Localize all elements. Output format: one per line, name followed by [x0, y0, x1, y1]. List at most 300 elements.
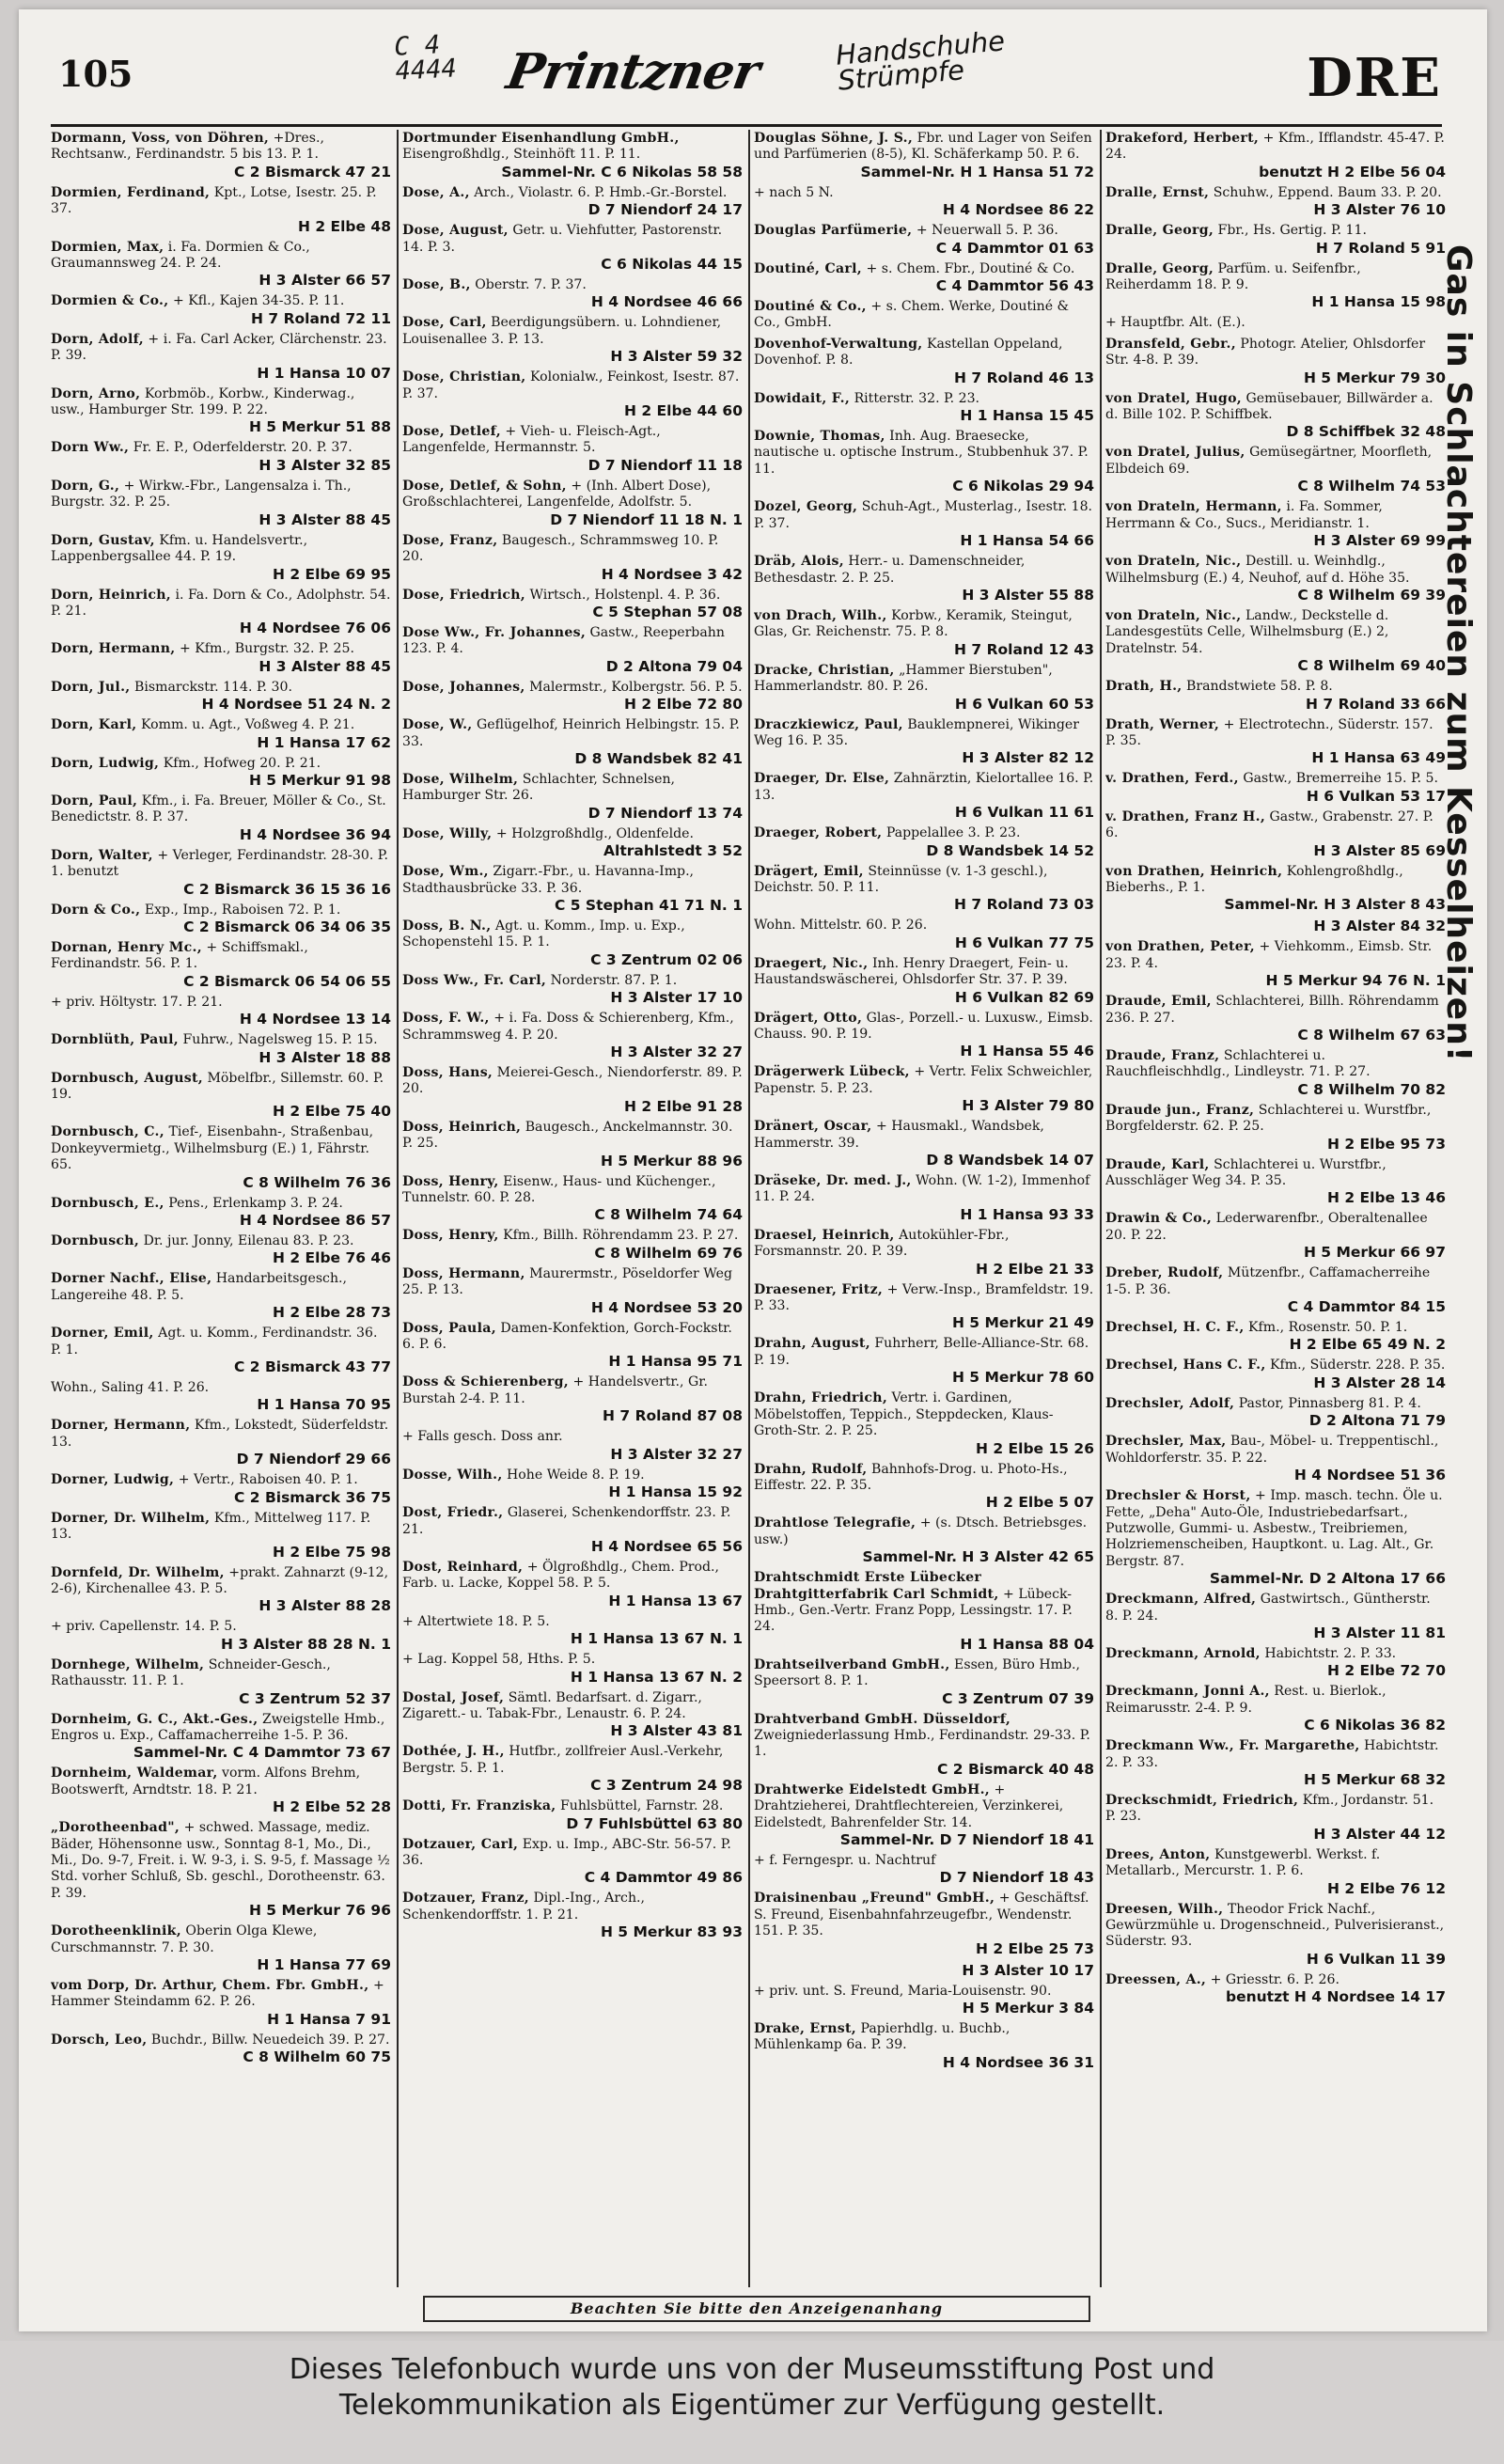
entry-phone: H 3 Alster 66 57: [258, 272, 391, 290]
directory-entry: [754, 1461, 1094, 1515]
entry-name: Dose, A.,: [402, 184, 470, 200]
entry-details: i. Fa. Dorn & Co., Adolphstr. 54. P. 21.: [51, 587, 391, 619]
directory-entry: [51, 1564, 391, 1619]
entry-phone: Sammel-Nr. H 3 Alster 42 65: [862, 1548, 1094, 1566]
directory-entry: [754, 222, 1094, 259]
entry-phone: H 2 Elbe 21 33: [976, 1260, 1094, 1278]
entry-phone: H 4 Nordsee 65 56: [590, 1537, 743, 1555]
entry-name: Doss, Henry,: [402, 1228, 499, 1244]
directory-entry: [754, 260, 1094, 298]
entry-name: Dornbusch,: [51, 1233, 140, 1249]
directory-entry: [402, 624, 743, 679]
directory-entry: [51, 716, 391, 754]
directory-entry: [402, 1265, 743, 1320]
entry-details: + Vertr. Felix Schweichler, Papenstr. 5. P. 23.: [754, 1064, 1093, 1096]
directory-entry: [402, 1373, 743, 1428]
entry-phone: H 3 Alster 88 45: [258, 657, 391, 675]
entry-name: Draude, Franz,: [1105, 1048, 1220, 1063]
entry-details: Parfüm. u. Seifenfbr., Reiherdamm 18. P. 9.: [1105, 260, 1361, 293]
directory-entry: [51, 902, 391, 939]
entry-phone: H 4 Nordsee 13 14: [239, 1011, 391, 1028]
entry-details: Beerdigungsübern. u. Lohndiener, Louisenallee 3. P. 13.: [402, 315, 722, 347]
directory-entry: [402, 1559, 743, 1613]
entry-phone: H 3 Alster 17 10: [610, 989, 743, 1007]
side-advertisement: [1429, 244, 1487, 1767]
directory-entry: [51, 1123, 391, 1194]
entry-name: Doss, Heinrich,: [402, 1119, 522, 1135]
entry-phone: H 2 Elbe 72 80: [624, 696, 743, 714]
entry-phone: H 2 Elbe 48: [297, 217, 391, 235]
entry-phone: C 3 Zentrum 52 37: [239, 1689, 391, 1707]
entry-phone: C 8 Wilhelm 69 39: [1297, 586, 1446, 604]
directory-entry: [402, 276, 743, 314]
entry-phone: C 3 Zentrum 02 06: [590, 950, 743, 968]
entry-name: Dorner, Dr. Wilhelm,: [51, 1510, 211, 1526]
entry-name: Draczkiewicz, Paul,: [754, 716, 903, 732]
entry-name: Draeger, Robert,: [754, 825, 883, 841]
entry-details: Habichtstr. 2. P. 33.: [1264, 1645, 1397, 1661]
entry-details: Gemüsebauer, Billwärder a. d. Bille 102. P. Schiffbek.: [1105, 390, 1434, 423]
entry-details: Agt. u. Komm., Ferdinandstr. 36. P. 1.: [51, 1326, 378, 1358]
entry-name: Dose Ww., Fr. Johannes,: [402, 624, 587, 640]
entry-phone: H 7 Roland 72 11: [251, 309, 391, 327]
entry-name: Dormien & Co.,: [51, 293, 169, 309]
entry-phone: D 7 Niendorf 29 66: [236, 1451, 391, 1468]
entry-name: Dorn, Paul,: [51, 793, 138, 808]
entry-details: Glaserei, Schenkendorffstr. 23. P. 21.: [402, 1505, 731, 1537]
entry-phone: H 1 Hansa 55 46: [960, 1043, 1094, 1060]
entry-details: + priv. Höltystr. 17. P. 21.: [51, 994, 223, 1010]
caption-line-2: Telekommunikation als Eigentümer zur Verfügung gestellt.: [338, 2389, 1166, 2422]
entry-phone: H 3 Alster 69 99: [1313, 532, 1446, 550]
entry-phone: C 8 Wilhelm 60 75: [243, 2048, 391, 2066]
entry-details: + (s. Dtsch. Betriebsges. usw.): [754, 1515, 1088, 1547]
entry-phone: H 3 Alster 82 12: [962, 749, 1094, 767]
entry-name: Douglas Parfümerie,: [754, 223, 913, 239]
entry-details: + Geschäftsf. S. Freund, Eisenbahnfahrzeugefbr., Wendenstr. 151. P. 35.: [754, 1891, 1089, 1939]
entry-details: Essen, Büro Hmb., Speersort 8. P. 1.: [754, 1656, 1080, 1689]
directory-entry: [402, 679, 743, 716]
entry-phone: H 5 Merkur 21 49: [951, 1314, 1094, 1332]
directory-entry: [402, 1467, 743, 1504]
entry-details: Korbmöb., Korbw., Kinderwag., usw., Hamburger Str. 199. P. 22.: [51, 385, 355, 418]
entry-details: + Vieh- u. Fleisch-Agt., Langenfelde, Hermannstr. 5.: [402, 424, 661, 456]
entry-details: Fuhlsbüttel, Farnstr. 28.: [559, 1798, 724, 1814]
entry-name: Dreckmann, Alfred,: [1105, 1592, 1257, 1608]
entry-phone: H 2 Elbe 75 98: [273, 1543, 391, 1561]
entry-details: Habichtstr. 2. P. 33.: [1105, 1738, 1439, 1770]
directory-entry: [1105, 1047, 1446, 1102]
entry-details: Hutfbr., zollfreier Ausl.-Verkehr, Bergstr. 5. P. 1.: [402, 1744, 724, 1776]
entry-name: Dreckschmidt, Friedrich,: [1105, 1792, 1299, 1808]
directory-entry: [754, 863, 1094, 918]
directory-entry: [1105, 1357, 1446, 1394]
entry-details: + Electrotechn., Süderstr. 157. P. 35.: [1105, 716, 1434, 748]
entry-name: Dornheim, G. C., Akt.-Ges.,: [51, 1711, 258, 1727]
entry-name: von Drateln, Nic.,: [1105, 554, 1242, 570]
entry-details: Kfm., Mittelweg 117. P. 13.: [51, 1510, 371, 1543]
directory-entry: [402, 1173, 743, 1228]
directory-entry: [51, 1325, 391, 1379]
entry-name: Dorn, Ludwig,: [51, 755, 160, 771]
entry-details: + Hammer Steindamm 62. P. 26.: [51, 1978, 384, 2010]
entry-details: Kfm., Billh. Röhrendamm 23. P. 27.: [503, 1228, 739, 1244]
entry-details: Zweigstelle Hmb., Engros u. Exp., Caffamacherreihe 1-5. P. 36.: [51, 1711, 385, 1743]
directory-entry: [754, 917, 1094, 954]
entry-phone: H 7 Roland 73 03: [954, 896, 1094, 914]
entry-details: + Kfm., Ifflandstr. 45-47. P. 24.: [1105, 131, 1445, 163]
entry-phone: H 5 Merkur 94 76 N. 1: [1265, 972, 1446, 990]
entry-phone: H 3 Alster 79 80: [962, 1097, 1094, 1115]
entry-details: + (Inh. Albert Dose), Großschlachterei, Langenfelde, Adolfstr. 5.: [402, 478, 712, 510]
entry-details: Autokühler-Fbr., Forsmannstr. 20. P. 39.: [754, 1227, 1010, 1260]
directory-entry: [754, 1656, 1094, 1711]
entry-phone: H 1 Hansa 7 91: [267, 2010, 391, 2028]
entry-details: Kohlengroßhdlg., Bieberhs., P. 1.: [1105, 863, 1403, 895]
entry-phone: H 7 Roland 87 08: [603, 1407, 743, 1425]
entry-details: Ritterstr. 32. P. 23.: [854, 390, 980, 406]
page-number: 105: [58, 53, 133, 95]
entry-details: Arch., Violastr. 6. P. Hmb.-Gr.-Borstel.: [474, 184, 728, 200]
entry-details: Theodor Frick Nachf., Gewürzmühle u. Drogenschneid., Pulverisieranst., Süderstr. 93.: [1105, 1901, 1445, 1950]
directory-entry: [402, 1797, 743, 1835]
entry-phone: H 3 Alster 18 88: [258, 1048, 391, 1066]
entry-details: + Schiffsmakl., Ferdinandstr. 56. P. 1.: [51, 939, 308, 972]
entry-phone: D 7 Niendorf 11 18 N. 1: [550, 510, 743, 528]
directory-entry: [754, 428, 1094, 498]
entry-phone: H 4 Nordsee 86 57: [239, 1212, 391, 1230]
entry-name: Dosse, Wilh.,: [402, 1467, 503, 1483]
directory-entry: [51, 439, 391, 477]
page-letters: DRE: [1307, 47, 1442, 109]
entry-details: + Hausmakl., Wandsbek, Hammerstr. 39.: [754, 1119, 1044, 1151]
entry-details: Kfm., i. Fa. Breuer, Möller & Co., St. Benedictstr. 8. P. 37.: [51, 793, 386, 825]
entry-name: Dorn, Walter,: [51, 847, 153, 863]
entry-name: Dorner, Emil,: [51, 1326, 154, 1342]
entry-phone: H 3 Alster 84 32: [1313, 918, 1446, 935]
entry-phone: D 7 Niendorf 18 43: [939, 1869, 1094, 1887]
entry-name: Dorner Nachf., Elise,: [51, 1271, 212, 1287]
entry-name: Dose, Johannes,: [402, 679, 525, 695]
entry-name: Draude, Karl,: [1105, 1156, 1210, 1172]
entry-name: Drawin & Co.,: [1105, 1211, 1213, 1227]
directory-entry: [1105, 260, 1446, 315]
entry-details: Buchdr., Billw. Neuedeich 39. P. 27.: [150, 2032, 390, 2048]
entry-name: Drechsel, H. C. F.,: [1105, 1320, 1245, 1336]
entry-details: Bau-, Möbel- u. Treppentischl., Wohldorferstr. 35. P. 22.: [1105, 1434, 1439, 1466]
entry-name: Drägert, Otto,: [754, 1010, 863, 1026]
entry-details: + Verleger, Ferdinandstr. 28-30. P. 1. benutzt: [51, 847, 388, 880]
entry-phone: C 6 Nikolas 36 82: [1304, 1717, 1446, 1734]
entry-name: Dotzauer, Franz,: [402, 1891, 529, 1907]
entry-name: Dralle, Ernst,: [1105, 184, 1210, 200]
handwritten-code: C 4 4444: [393, 30, 458, 86]
entry-name: Dostal, Josef,: [402, 1689, 505, 1705]
entry-phone: C 5 Stephan 57 08: [592, 603, 743, 620]
directory-entry: [754, 1063, 1094, 1118]
directory-entry: [754, 716, 1094, 771]
entry-details: Wohn., Saling 41. P. 26.: [51, 1380, 210, 1396]
directory-entry: [754, 1983, 1094, 2020]
archive-caption: [0, 2341, 1504, 2464]
entry-name: Doss, F. W.,: [402, 1011, 490, 1027]
directory-entry: [754, 553, 1094, 607]
directory-entry: [1105, 1487, 1446, 1591]
entry-name: Dräb, Alois,: [754, 554, 844, 570]
entry-name: Draude, Emil,: [1105, 994, 1212, 1010]
entry-phone: C 8 Wilhelm 70 82: [1297, 1080, 1446, 1098]
entry-phone: H 3 Alster 88 28 N. 1: [220, 1635, 391, 1653]
directory-entry: [402, 478, 743, 532]
entry-details: Dr. jur. Jonny, Eilenau 83. P. 23.: [143, 1233, 354, 1249]
entry-details: Gastw., Bremerreihe 15. P. 5.: [1243, 771, 1439, 787]
entry-phone: H 1 Hansa 13 67: [608, 1592, 743, 1609]
entry-details: Möbelfbr., Sillemstr. 60. P. 19.: [51, 1070, 384, 1102]
entry-details: Gastw., Reeperbahn 123. P. 4.: [402, 624, 725, 657]
directory-entry: [51, 1711, 391, 1766]
entry-name: Dose, B.,: [402, 277, 471, 293]
directory-entry: [1105, 498, 1446, 553]
directory-entry: [1105, 130, 1446, 184]
column-1: [51, 130, 391, 2287]
entry-details: + i. Fa. Doss & Schierenberg, Kfm., Schrammsweg 4. P. 20.: [402, 1011, 734, 1043]
entry-name: Dovenhof-Verwaltung,: [754, 336, 923, 352]
entry-details: Dipl.-Ing., Arch., Schenkendorffstr. 1. P. 21.: [402, 1891, 645, 1923]
entry-details: Korbw., Keramik, Steingut, Glas, Gr. Reichenstr. 75. P. 8.: [754, 607, 1073, 640]
entry-details: Oberstr. 7. P. 37.: [475, 277, 587, 293]
entry-details: Agt. u. Komm., Imp. u. Exp., Schopenstehl 15. P. 1.: [402, 918, 685, 950]
entry-name: Drake, Ernst,: [754, 2021, 856, 2037]
directory-entry: [1105, 1319, 1446, 1357]
directory-entry: [754, 1118, 1094, 1172]
directory-entry: [754, 1890, 1094, 1960]
entry-details: Pastor, Pinnasberg 81. P. 4.: [1238, 1395, 1421, 1411]
entry-details: + s. Chem. Werke, Doutiné & Co., GmbH.: [754, 299, 1070, 331]
directory-entry: [1105, 1683, 1446, 1737]
entry-details: + Griesstr. 6. P. 26.: [1210, 1971, 1340, 1987]
entry-phone: H 1 Hansa 77 69: [257, 1956, 391, 1973]
entry-phone: H 4 Nordsee 51 24 N. 2: [201, 696, 391, 714]
directory-entry: [1105, 184, 1446, 222]
entry-name: Drath, Werner,: [1105, 716, 1220, 732]
entry-phone: H 3 Alster 88 45: [258, 510, 391, 528]
entry-details: Kfm., Jordanstr. 51. P. 23.: [1105, 1792, 1434, 1825]
directory-entry: [402, 1064, 743, 1119]
entry-details: + Imp. masch. techn. Öle u. Fette, „Deha" Auto-Öle, Industriebedarfsart., Putzwolle, Gummi- u. Asbestw., Treibriemen, Holzriemenscheiben, Hauptkont. u. Lag. Alt., Gr. Bergstr. 87.: [1105, 1488, 1443, 1569]
directory-entry: [51, 679, 391, 716]
entry-name: Dorner, Hermann,: [51, 1418, 191, 1434]
entry-name: Drechsler, Max,: [1105, 1434, 1227, 1450]
entry-phone: H 5 Merkur 66 97: [1303, 1244, 1446, 1262]
entry-name: Drees, Anton,: [1105, 1846, 1211, 1862]
entry-name: Dorotheenklinik,: [51, 1923, 181, 1939]
entry-name: Draesel, Heinrich,: [754, 1227, 895, 1243]
entry-name: Dransfeld, Gebr.,: [1105, 336, 1236, 352]
directory-entry: [1105, 1737, 1446, 1792]
entry-name: Dräseke, Dr. med. J.,: [754, 1173, 912, 1189]
entry-details: Zweigniederlassung Hmb., Ferdinandstr. 29-33. P. 1.: [754, 1727, 1090, 1760]
directory-entry: [402, 1613, 743, 1651]
entry-phone: C 4 Dammtor 84 15: [1287, 1298, 1446, 1316]
entry-phone: H 2 Elbe 76 12: [1327, 1879, 1446, 1897]
entry-details: Kfm. u. Handelsvertr., Lappenbergsallee 44. P. 19.: [51, 532, 308, 565]
entry-name: Dotti, Fr. Franziska,: [402, 1798, 556, 1814]
directory-entry: [1105, 390, 1446, 445]
entry-phone: H 4 Nordsee 51 36: [1293, 1467, 1446, 1484]
entry-details: Mützenfbr., Caffamacherreihe 1-5. P. 36.: [1105, 1265, 1431, 1297]
entry-details: Schlachterei, Billh. Röhrendamm 236. P. 27.: [1105, 994, 1439, 1026]
entry-name: Dormann, Voss, von Döhren,: [51, 131, 270, 146]
directory-entry: [1105, 1645, 1446, 1683]
entry-phone: C 2 Bismarck 36 75: [234, 1488, 391, 1506]
entry-name: Drahtwerke Eidelstedt GmbH.,: [754, 1781, 990, 1797]
entry-name: Doss & Schierenberg,: [402, 1374, 570, 1390]
entry-phone: H 2 Elbe 95 73: [1327, 1135, 1446, 1153]
entry-phone: H 1 Hansa 13 67 N. 2: [570, 1668, 743, 1686]
directory-entry: [51, 755, 391, 793]
entry-name: Dracke, Christian,: [754, 662, 895, 678]
entry-details: Fuhrw., Nagelsweg 15. P. 15.: [182, 1032, 378, 1048]
directory-entry: [1105, 863, 1446, 918]
entry-name: Drath, H.,: [1105, 679, 1183, 695]
entry-name: Doss, Hermann,: [402, 1265, 525, 1281]
entry-name: Drakeford, Herbert,: [1105, 131, 1260, 146]
entry-phone: H 1 Hansa 63 49: [1311, 749, 1446, 767]
entry-name: Dortmunder Eisenhandlung GmbH.,: [402, 131, 680, 146]
entry-details: Fuhrherr, Belle-Alliance-Str. 68. P. 19.: [754, 1336, 1089, 1368]
entry-phone: H 2 Elbe 76 46: [273, 1249, 391, 1267]
entry-details: Vertr. i. Gardinen, Möbelstoffen, Teppich., Steppdecken, Klaus-Groth-Str. 2. P. 25.: [754, 1390, 1054, 1439]
directory-entry: [51, 2032, 391, 2069]
entry-details: + s. Chem. Fbr., Doutiné & Co.: [866, 260, 1075, 276]
directory-entry: [51, 939, 391, 994]
entry-phone: H 3 Alster 44 12: [1313, 1825, 1446, 1843]
entry-details: Tief-, Eisenbahn-, Straßenbau, Donkeyvermietg., Wilhelmsburg (E.) 1, Fährstr. 65.: [51, 1124, 374, 1173]
entry-name: Downie, Thomas,: [754, 429, 885, 445]
directory-entry: [51, 1379, 391, 1417]
entry-phone: H 5 Merkur 51 88: [248, 418, 391, 436]
directory-entry: [402, 184, 743, 222]
entry-name: Dost, Reinhard,: [402, 1559, 524, 1575]
entry-phone: H 3 Alster 11 81: [1313, 1624, 1446, 1641]
directory-entry: [51, 587, 391, 641]
entry-name: Dose, Franz,: [402, 532, 498, 548]
entry-phone: H 5 Merkur 79 30: [1303, 369, 1446, 386]
entry-phone: H 1 Hansa 88 04: [960, 1635, 1094, 1653]
entry-name: Dorn, Heinrich,: [51, 587, 172, 603]
directory-entry: [402, 918, 743, 972]
directory-entry: [402, 1010, 743, 1064]
directory-entry: [402, 532, 743, 587]
entry-name: Dorn, Karl,: [51, 717, 137, 733]
entry-details: Schneider-Gesch., Rathausstr. 11. P. 1.: [51, 1656, 331, 1689]
directory-entry: [1105, 444, 1446, 498]
entry-phone: H 6 Vulkan 82 69: [954, 988, 1094, 1006]
entry-phone: H 4 Nordsee 76 06: [239, 620, 391, 637]
directory-entry: [1105, 222, 1446, 259]
entry-details: Kastellan Oppeland, Dovenhof. P. 8.: [754, 336, 1063, 369]
header-rule: [51, 124, 1442, 127]
directory-entry: [51, 640, 391, 678]
directory-entry: [51, 847, 391, 902]
entry-name: Dothée, J. H.,: [402, 1744, 505, 1760]
directory-entry: [1105, 1264, 1446, 1319]
directory-entry: [754, 1227, 1094, 1281]
entry-phone: C 8 Wilhelm 69 76: [594, 1244, 743, 1262]
entry-name: Dralle, Georg,: [1105, 223, 1214, 239]
entry-name: Dornan, Henry Mc.,: [51, 939, 202, 955]
entry-phone: C 2 Bismarck 36 15 36 16: [183, 880, 391, 898]
directory-entry: [402, 863, 743, 918]
directory-entry: [51, 1510, 391, 1564]
directory-entry: [51, 1070, 391, 1124]
directory-entry: [51, 793, 391, 847]
entry-phone: H 2 Elbe 25 73: [976, 1939, 1094, 1957]
directory-entry: [402, 1504, 743, 1559]
entry-name: Dose, W.,: [402, 717, 473, 733]
entry-phone: H 5 Merkur 91 98: [248, 771, 391, 789]
entry-details: + Kfl., Kajen 34-35. P. 11.: [172, 293, 345, 309]
entry-phone: H 6 Vulkan 60 53: [954, 695, 1094, 713]
entry-details: Schuhw., Eppend. Baum 33. P. 20.: [1213, 184, 1442, 200]
entry-details: Schlachter, Schnelsen, Hamburger Str. 26.: [402, 771, 676, 804]
entry-phone: C 2 Bismarck 47 21: [234, 163, 391, 180]
directory-entry: [51, 994, 391, 1031]
entry-phone: H 5 Merkur 78 60: [951, 1369, 1094, 1387]
directory-entry: [51, 1765, 391, 1819]
entry-details: Pappelallee 3. P. 23.: [885, 825, 1021, 841]
entry-details: Schlachterei u. Wurstfbr., Ausschläger Weg 34. P. 35.: [1105, 1156, 1386, 1189]
entry-name: Dreckmann, Arnold,: [1105, 1645, 1261, 1661]
entry-details: Kfm., Rosenstr. 50. P. 1.: [1248, 1320, 1408, 1336]
directory-entry: [51, 1618, 391, 1656]
entry-details: „Hammer Bierstuben", Hammerlandstr. 80. P. 26.: [754, 662, 1053, 695]
directory-entry: [754, 2020, 1094, 2075]
entry-details: Kolonialw., Feinkost, Isestr. 87. P. 37.: [402, 369, 740, 401]
entry-phone: D 8 Wandsbek 14 52: [926, 841, 1094, 859]
directory-entry: [754, 298, 1094, 336]
directory-entry: [1105, 314, 1446, 335]
entry-phone: H 3 Alster 76 10: [1313, 201, 1446, 219]
entry-name: Drechsler, Adolf,: [1105, 1395, 1235, 1411]
entry-details: Eisenw., Haus- und Küchenger., Tunnelstr. 60. P. 28.: [402, 1173, 716, 1206]
entry-phone: H 3 Alster 55 88: [962, 586, 1094, 604]
entry-details: + Holzgroßhdlg., Oldenfelde.: [495, 825, 694, 841]
entry-name: Drahtschmidt Erste Lübecker Drahtgitterfabrik Carl Schmidt,: [754, 1570, 999, 1602]
entry-name: Dreber, Rudolf,: [1105, 1265, 1224, 1281]
entry-name: Dowidait, F.,: [754, 390, 851, 406]
entry-name: Dorn Ww.,: [51, 440, 130, 456]
entry-name: Draisinenbau „Freund" GmbH.,: [754, 1891, 995, 1907]
entry-details: Lederwarenfbr., Oberaltenallee 20. P. 22.: [1105, 1211, 1428, 1243]
entry-name: Dozel, Georg,: [754, 499, 858, 515]
directory-entry: [402, 1320, 743, 1374]
entry-details: Sämtl. Bedarfsart. d. Zigarr., Zigarett.- u. Tabak-Fbr., Lenaustr. 6. P. 24.: [402, 1689, 702, 1721]
entry-phone: D 7 Niendorf 24 17: [588, 201, 743, 219]
directory-entry: [402, 1119, 743, 1173]
directory-entry: [51, 1417, 391, 1471]
entry-phone: H 5 Merkur 76 96: [248, 1902, 391, 1920]
entry-phone: C 8 Wilhelm 76 36: [243, 1173, 391, 1191]
entry-details: Schlachterei u. Rauchfleischhdlg., Lindleystr. 71. P. 27.: [1105, 1048, 1371, 1080]
entry-details: Gemüsegärtner, Moorfleth, Elbdeich 69.: [1105, 445, 1433, 477]
entry-details: +prakt. Zahnarzt (9-12, 2-6), Kirchenallee 43. P. 5.: [51, 1564, 389, 1596]
entry-details: + Hauptfbr. Alt. (E.).: [1105, 315, 1246, 331]
entry-phone: C 8 Wilhelm 74 53: [1297, 478, 1446, 495]
entry-details: Kfm., Süderstr. 228. P. 35.: [1270, 1358, 1446, 1373]
entry-name: Draude jun., Franz,: [1105, 1102, 1255, 1118]
entry-details: Rest. u. Bierlok., Reimarusstr. 2-4. P. 9.: [1105, 1684, 1386, 1716]
